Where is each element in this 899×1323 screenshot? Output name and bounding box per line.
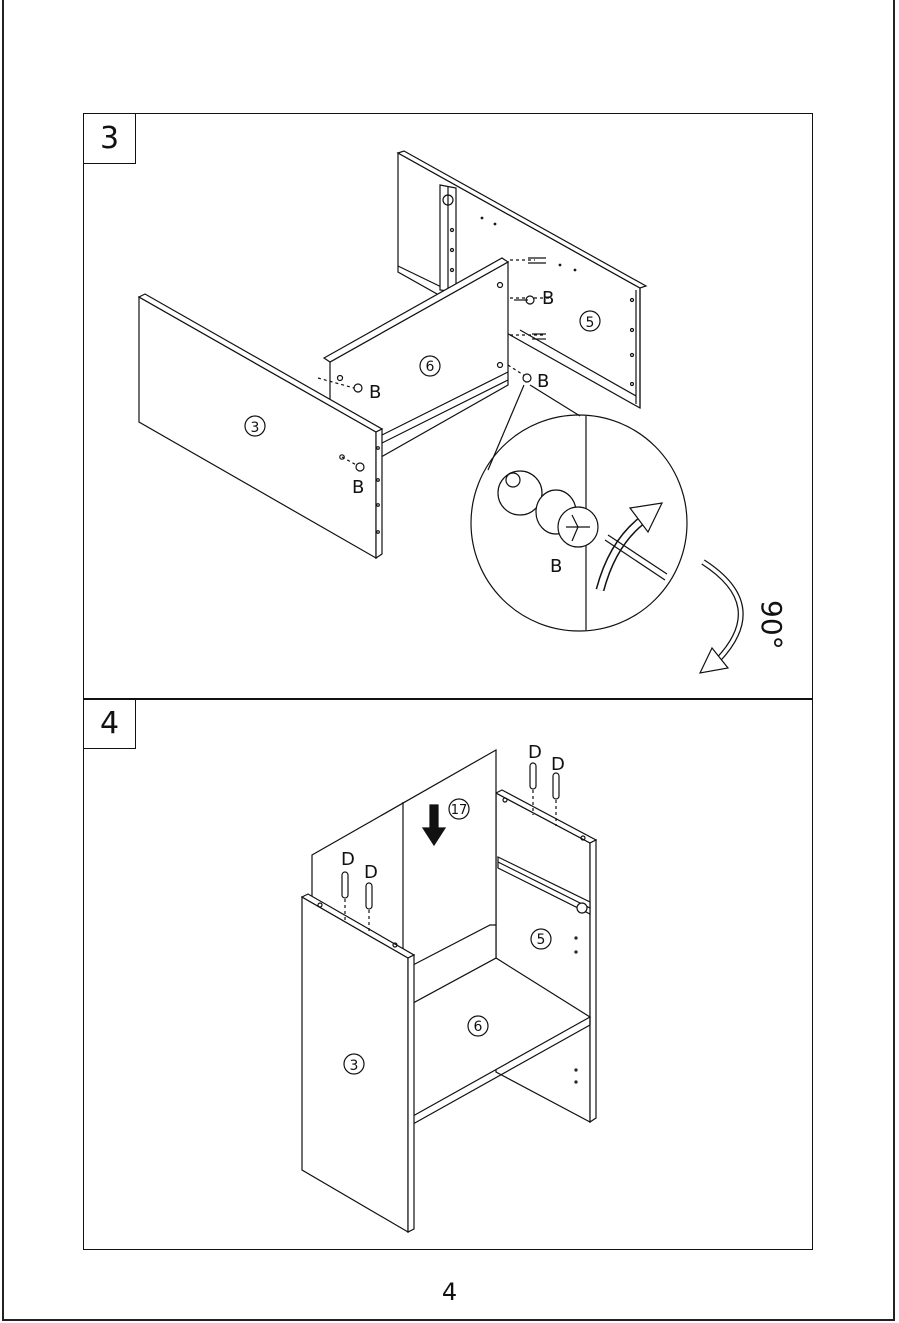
- panel-5-back-step4: [496, 790, 596, 1122]
- step3-label-b-1: B: [542, 288, 555, 309]
- step4-label-d-2: D: [551, 754, 565, 775]
- step3-label-panel-5: 5: [585, 315, 595, 331]
- step4-label-d-1: D: [528, 742, 542, 763]
- step4-label-panel-5: 5: [536, 932, 546, 948]
- rotation-label: 90°: [755, 600, 788, 650]
- step3-label-b-3: B: [369, 382, 382, 403]
- step4-label-d-3: D: [341, 849, 355, 870]
- step3-label-panel-3: 3: [250, 420, 260, 436]
- step4-label-panel-3: 3: [349, 1058, 359, 1074]
- drawer-slide-step3: [440, 185, 456, 292]
- step-3-number: 3: [84, 114, 136, 164]
- step3-label-b-2: B: [537, 371, 550, 392]
- step-4-number: 4: [84, 699, 136, 749]
- zoom-detail: [471, 385, 687, 631]
- step4-label-panel-17: 17: [450, 803, 468, 818]
- page-number: 4: [441, 1278, 458, 1306]
- panel-3-side: [139, 294, 382, 558]
- step4-label-panel-6: 6: [473, 1019, 483, 1035]
- step-4-illustration: [302, 742, 596, 1232]
- step-3-illustration: [139, 151, 788, 673]
- step3-label-b-5: B: [550, 556, 563, 577]
- rotation-arrow-icon: [700, 562, 741, 673]
- step4-label-d-4: D: [364, 862, 378, 883]
- step3-label-panel-6: 6: [425, 359, 435, 375]
- step3-label-b-4: B: [352, 477, 365, 498]
